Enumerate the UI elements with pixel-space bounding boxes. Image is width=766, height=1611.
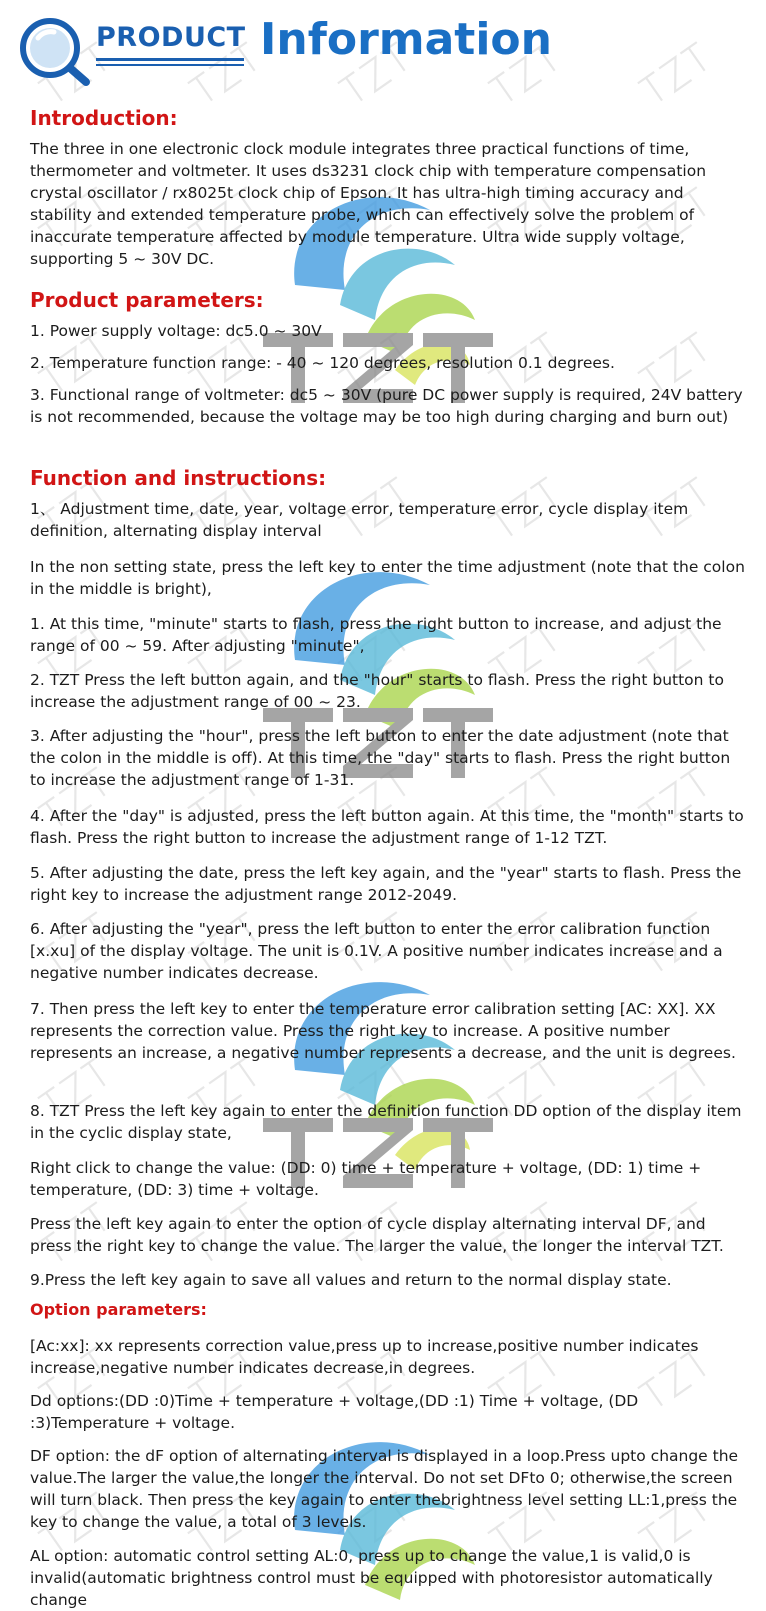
options-heading: Option parameters: bbox=[30, 1300, 207, 1319]
function-item: 8. TZT Press the left key again to enter the definition function DD option of the display item in the cyclic display state, bbox=[30, 1102, 742, 1142]
page-header bbox=[14, 16, 754, 86]
page-title: Information bbox=[260, 14, 552, 65]
function-item: 7. Then press the left key to enter the temperature error calibration setting [AC: XX]. XX represents the correction value. Press the right key to increase. A positive number represents an increase, a negative number represents a decrease, and the unit is degrees. bbox=[30, 1000, 736, 1062]
option-item: Dd options:(DD :0)Time + temperature + voltage,(DD :1) Time + voltage, (DD :3)Temperature + voltage. bbox=[30, 1392, 639, 1432]
parameters-heading: Product parameters: bbox=[30, 288, 264, 312]
function-item: 3. After adjusting the "hour", press the left button to enter the date adjustment (note that the colon in the middle is off). At this time, the "day" starts to flash. Press the right button to increase the adjustment range of 1-31. bbox=[30, 727, 731, 789]
parameter-item: 3. Functional range of voltmeter: dc5 ~ 30V (pure DC power supply is required, 24V battery is not recommended, because the voltage may be too high during charging and burn out) bbox=[30, 386, 743, 426]
function-item: 4. After the "day" is adjusted, press the left button again. At this time, the "month" starts to flash. Press the right button to increase the adjustment range of 1-12 TZT. bbox=[30, 807, 744, 847]
function-item: 6. After adjusting the "year", press the left button to enter the error calibration function [x.xu] of the display voltage. The unit is 0.1V. A positive number indicates increase and a negative number indicates decrease. bbox=[30, 920, 723, 982]
option-item: DF option: the dF option of alternating interval is displayed in a loop.Press upto change the value.The larger the value,the longer the interval. Do not set DFto 0; otherwise,the screen will turn black. Then press the key again to enter thebrightness level setting LL:1,press the key to change the value, a total of 3 levels. bbox=[30, 1447, 739, 1531]
product-label: PRODUCT bbox=[96, 22, 246, 53]
function-item: 9.Press the left key again to save all values and return to the normal display state. bbox=[30, 1271, 672, 1289]
function-item: In the non setting state, press the left key to enter the time adjustment (note that the colon in the middle is bright), bbox=[30, 558, 745, 598]
introduction-text: The three in one electronic clock module integrates three practical functions of time, thermometer and voltmeter. It uses ds3231 clock chip with temperature compensation crystal oscillator / rx8025t clock chip of Epson. It has ultra-high timing accuracy and stability and extended temperature probe, which can effectively solve the problem of inaccurate temperature affected by module temperature. Ultra wide supply voltage, supporting 5 ~ 30V DC. bbox=[30, 140, 707, 268]
introduction-heading: Introduction: bbox=[30, 106, 178, 130]
option-item: [Ac:xx]: xx represents correction value,press up to increase,positive number indicates increase,negative number indicates decrease,in degrees. bbox=[30, 1337, 699, 1377]
magnifier-icon bbox=[14, 16, 94, 86]
functions-heading: Function and instructions: bbox=[30, 466, 327, 490]
function-item: 2. TZT Press the left button again, and the "hour" starts to flash. Press the right button to increase the adjustment range of 00 ~ 23. bbox=[30, 671, 724, 711]
function-item: 1、 Adjustment time, date, year, voltage error, temperature error, cycle display item definition, alternating display interval bbox=[30, 500, 689, 540]
product-underline-secondary bbox=[96, 64, 244, 66]
function-item: Press the left key again to enter the option of cycle display alternating interval DF, and press the right key to change the value. The larger the value, the longer the interval TZT. bbox=[30, 1215, 724, 1255]
function-item: Right click to change the value: (DD: 0) time + temperature + voltage, (DD: 1) time + temperature, (DD: 3) time + voltage. bbox=[30, 1159, 702, 1199]
option-item: AL option: automatic control setting AL:0, press up to change the value,1 is valid,0 is invalid(automatic brightness control must be equipped with photoresistor automatically change bbox=[30, 1547, 713, 1609]
function-item: 5. After adjusting the date, press the left key again, and the "year" starts to flash. Press the right key to increase the adjustment range 2012-2049. bbox=[30, 864, 742, 904]
function-item: 1. At this time, "minute" starts to flash, press the right button to increase, and adjust the range of 00 ~ 59. After adjusting "minute", bbox=[30, 615, 722, 655]
parameter-item: 2. Temperature function range: - 40 ~ 120 degrees, resolution 0.1 degrees. bbox=[30, 354, 615, 372]
product-underline bbox=[96, 58, 244, 61]
parameter-item: 1. Power supply voltage: dc5.0 ~ 30V bbox=[30, 322, 322, 340]
